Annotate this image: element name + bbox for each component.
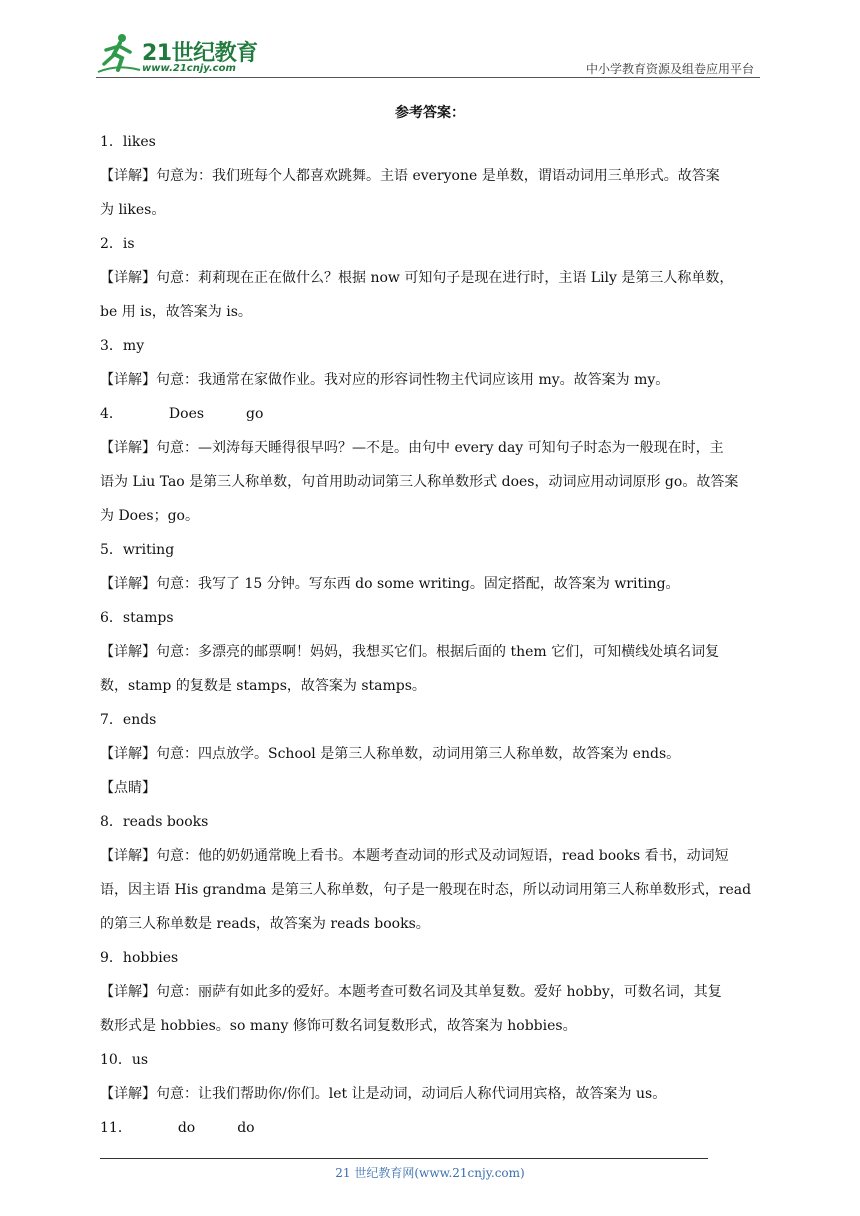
page-header (96, 30, 760, 80)
header-divider (96, 77, 760, 78)
item-answer: us (131, 1052, 149, 1068)
explanation-line: 为 Does；go。 (100, 508, 199, 524)
item-number: 8． (100, 814, 123, 830)
answer-list (100, 125, 764, 1145)
logo-text: 21世纪教育 (142, 41, 258, 66)
item-answer: my (122, 338, 145, 354)
footer-text: 21 世纪教育网(www.21cnjy.com) (335, 1166, 525, 1180)
explanation-line: 【详解】句意：让我们帮助你/你们。let 让是动词，动词后人称代词用宾格，故答案为 us。 (100, 1086, 667, 1102)
explanation-line: 为 likes。 (100, 202, 166, 218)
item-answer: stamps (122, 610, 174, 626)
answer-item (100, 1111, 764, 1145)
item-answer-b: go (246, 406, 264, 422)
page-title: 参考答案： (395, 105, 465, 121)
explanation-line: 数，stamp 的复数是 stamps，故答案为 stamps。 (100, 678, 426, 694)
footer-divider (100, 1158, 708, 1159)
answer-item (100, 1043, 764, 1077)
item-number: 11． (100, 1120, 132, 1136)
item-number: 3． (100, 338, 123, 354)
item-answer: reads books (122, 814, 209, 830)
item-answer: is (122, 236, 135, 252)
explanation-line: 【详解】句意：他的奶奶通常晚上看书。本题考查动词的形式及动词短语，read books 看书，动词短 (100, 848, 729, 864)
explanation-line: 【详解】句意：—刘涛每天睡得很早吗？—不是。由句中 every day 可知句子时态为一般现在时，主 (100, 440, 724, 456)
explanation-line: be 用 is，故答案为 is。 (100, 304, 252, 320)
explanation-line: 语为 Liu Tao 是第三人称单数，句首用助动词第三人称单数形式 does，动词应用动词原形 go。故答案 (100, 474, 739, 490)
item-number: 5． (100, 542, 123, 558)
logo (96, 30, 266, 80)
tip-line: 【点睛】 (100, 780, 156, 796)
item-number: 4． (100, 406, 123, 422)
answer-item (100, 125, 764, 159)
answer-item (100, 601, 764, 635)
answer-item (100, 397, 764, 431)
item-answer-b: do (237, 1120, 255, 1136)
item-number: 9． (100, 950, 123, 966)
logo-url: www.21cnjy.com (142, 63, 236, 74)
answer-item (100, 329, 764, 363)
item-number: 2． (100, 236, 123, 252)
answer-item (100, 805, 764, 839)
item-answer: writing (122, 542, 175, 558)
item-answer-a: Does (168, 406, 205, 422)
explanation-line: 的第三人称单数是 reads，故答案为 reads books。 (100, 916, 430, 932)
explanation-line: 数形式是 hobbies。so many 修饰可数名词复数形式，故答案为 hobbies。 (100, 1018, 577, 1034)
explanation-line: 【详解】句意为：我们班每个人都喜欢跳舞。主语 everyone 是单数，谓语动词用三单形式。故答案 (100, 168, 720, 184)
explanation-line: 【详解】句意：丽萨有如此多的爱好。本题考查可数名词及其单复数。爱好 hobby，可数名词，其复 (100, 984, 722, 1000)
item-number: 6． (100, 610, 123, 626)
item-answer: likes (122, 134, 156, 150)
item-answer: ends (122, 712, 157, 728)
item-number: 10． (100, 1052, 132, 1068)
platform-label: 中小学教育资源及组卷应用平台 (585, 62, 754, 76)
explanation-line: 【详解】句意：多漂亮的邮票啊！妈妈，我想买它们。根据后面的 them 它们，可知横线处填名词复 (100, 644, 720, 660)
explanation-line: 【详解】句意：我写了 15 分钟。写东西 do some writing。固定搭配，故答案为 writing。 (100, 576, 680, 592)
explanation-line: 【详解】句意：四点放学。School 是第三人称单数，动词用第三人称单数，故答案为 ends。 (100, 746, 681, 762)
explanation-line: 语，因主语 His grandma 是第三人称单数，句子是一般现在时态，所以动词用第三人称单数形式，read (100, 882, 752, 898)
answer-item (100, 533, 764, 567)
runner-logo-icon (96, 30, 142, 76)
answer-item (100, 703, 764, 737)
item-answer: hobbies (122, 950, 179, 966)
answer-item (100, 941, 764, 975)
item-number: 7． (100, 712, 123, 728)
item-answer-a: do (177, 1120, 196, 1136)
explanation-line: 【详解】句意：我通常在家做作业。我对应的形容词性物主代词应该用 my。故答案为 my。 (100, 372, 670, 388)
explanation-line: 【详解】句意：莉莉现在正在做什么？根据 now 可知句子是现在进行时，主语 Lily 是第三人称单数， (100, 270, 734, 286)
item-number: 1． (100, 134, 123, 150)
answer-item (100, 227, 764, 261)
